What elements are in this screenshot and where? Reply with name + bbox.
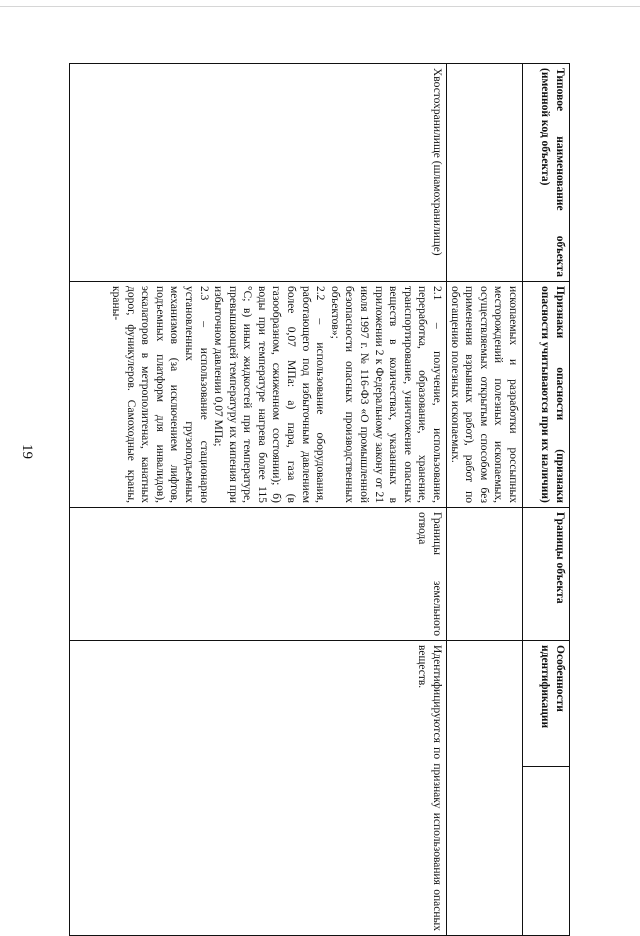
cell-object-bounds	[447, 508, 523, 641]
cell-identification-features: Идентифицируются по признаку использования опасных веществ.	[70, 641, 447, 936]
identification-table	[69, 63, 570, 936]
table-header-row	[523, 64, 570, 936]
table-row	[70, 64, 447, 936]
page-number: 19	[19, 444, 35, 459]
cell-danger-signs: ископаемых и разработки россыпных месторождений полезных ископаемых, осуществляемых открытым способом без применения взрывных работ), работ по обогащению полезных ископаемых.	[447, 282, 523, 508]
cell-danger-signs	[70, 282, 447, 508]
danger-sign-2-2: 2.2 – использование оборудования, работающего под избыточным давлением более 0,07 МПа: а) пара, газа (в газообразном, сжиженном состоянии); б) воды при температуре нагрева более 115 °С; в) иных жидкостей при температуре, превышающей температуру их кипения при избыточном давлении 0,07 МПа;	[212, 286, 327, 503]
header-identification-features: Особенности идентификации	[523, 641, 570, 767]
danger-sign-2-1: 2.1 – получение, использование, переработка, образование, хранение, транспортирование, уничтожение опасных веществ в количествах, указанных в приложении 2 к Федеральному закону от 21 июля 1997 г. № 116-ФЗ «О промышленной безопасности опасных производственных объектов»;	[328, 286, 444, 503]
table-row	[447, 64, 523, 936]
cell-object-bounds: Границы земельного отвода	[70, 508, 447, 641]
rotated-table-container	[69, 63, 570, 931]
header-object-bounds: Границы объекта	[523, 508, 570, 641]
cell-object-name: Хвостохранилище (шламохранилище)	[70, 64, 447, 282]
page-top-rule	[0, 6, 640, 7]
danger-sign-2-3: 2.3 – использование стационарно установленных грузоподъемных механизмов (за исключением лифтов, подъемных платформ для инвалидов), эскалаторов в метрополитенах, канатных дорог, фуникулеров. Самоходные краны, краны-	[109, 286, 210, 503]
cell-identification-features	[447, 641, 523, 936]
header-danger-signs: Признаки опасности (признаки опасности учитываются при их наличии)	[523, 282, 570, 508]
cell-object-name	[447, 64, 523, 282]
header-empty-cell	[523, 767, 570, 936]
header-object-name: Типовое наименование объекта (именной код объекта)	[523, 64, 570, 282]
